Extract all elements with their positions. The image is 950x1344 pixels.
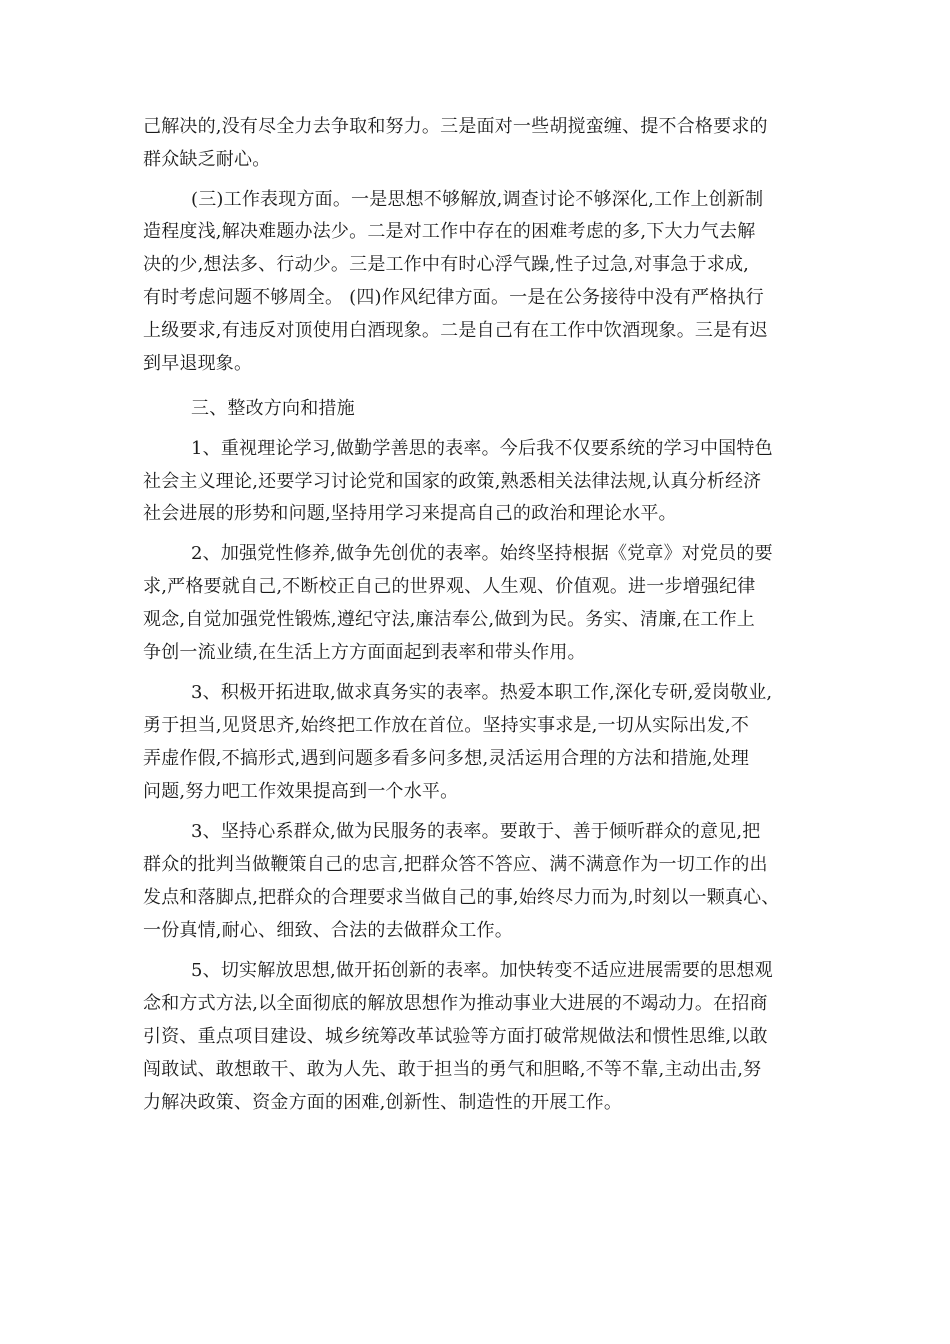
text-line: 社会主义理论,还要学习讨论党和国家的政策,熟悉相关法律法规,认真分析经济 bbox=[143, 471, 762, 492]
text-line: 勇于担当,见贤思齐,始终把工作放在首位。坚持实事求是,一切从实际出发,不 bbox=[143, 715, 750, 736]
text-line: 3、坚持心系群众,做为民服务的表率。要敢于、善于倾听群众的意见,把 bbox=[191, 821, 761, 842]
text-line: 社会进展的形势和问题,坚持用学习来提高自己的政治和理论水平。 bbox=[143, 503, 677, 524]
text-line: 造程度浅,解决难题办法少。二是对工作中存在的困难考虑的多,下大力气去解 bbox=[143, 221, 756, 242]
section-heading: 三、整改方向和措施 bbox=[191, 398, 355, 419]
text-line: 决的少,想法多、行动少。三是工作中有时心浮气躁,性子过急,对事急于求成, bbox=[143, 254, 750, 275]
text-line: 2、加强党性修养,做争先创优的表率。始终坚持根据《党章》对党员的要 bbox=[191, 543, 773, 564]
text-line: 3、积极开拓进取,做求真务实的表率。热爱本职工作,深化专研,爱岗敬业, bbox=[191, 682, 773, 703]
text-line: 一份真情,耐心、细致、合法的去做群众工作。 bbox=[143, 920, 513, 941]
text-line: 1、重视理论学习,做勤学善思的表率。今后我不仅要系统的学习中国特色 bbox=[191, 438, 773, 459]
text-line: 有时考虑问题不够周全。 (四)作风纪律方面。一是在公务接待中没有严格执行 bbox=[143, 287, 764, 308]
text-line: 问题,努力吧工作效果提高到一个水平。 bbox=[143, 781, 459, 802]
text-line: 观念,自觉加强党性锻炼,遵纪守法,廉洁奉公,做到为民。务实、清廉,在工作上 bbox=[143, 609, 756, 630]
text-line: 争创一流业绩,在生活上方方面面起到表率和带头作用。 bbox=[143, 642, 586, 663]
text-line: 念和方式方法,以全面彻底的解放思想作为推动事业大进展的不竭动力。在招商 bbox=[143, 993, 768, 1014]
text-line: 到早退现象。 bbox=[143, 353, 253, 374]
text-line: 5、切实解放思想,做开拓创新的表率。加快转变不适应进展需要的思想观 bbox=[191, 960, 773, 981]
text-line: 力解决政策、资金方面的困难,创新性、制造性的开展工作。 bbox=[143, 1092, 623, 1113]
text-line: 引资、重点项目建设、城乡统筹改革试验等方面打破常规做法和惯性思维,以敢 bbox=[143, 1026, 768, 1047]
text-line: 群众缺乏耐心。 bbox=[143, 149, 271, 170]
text-line: 弄虚作假,不搞形式,遇到问题多看多问多想,灵活运用合理的方法和措施,处理 bbox=[143, 748, 750, 769]
text-line: 闯敢试、敢想敢干、敢为人先、敢于担当的勇气和胆略,不等不靠,主动出击,努 bbox=[143, 1059, 762, 1080]
text-line: 群众的批判当做鞭策自己的忠言,把群众答不答应、满不满意作为一切工作的出 bbox=[143, 854, 768, 875]
text-line: 上级要求,有违反对顶使用白酒现象。二是自己有在工作中饮酒现象。三是有迟 bbox=[143, 320, 768, 341]
text-line: 发点和落脚点,把群众的合理要求当做自己的事,始终尽力而为,时刻以一颗真心、 bbox=[143, 887, 780, 908]
text-line: (三)工作表现方面。一是思想不够解放,调查讨论不够深化,工作上创新制 bbox=[191, 189, 764, 210]
text-line: 己解决的,没有尽全力去争取和努力。三是面对一些胡搅蛮缠、提不合格要求的 bbox=[143, 116, 768, 137]
text-line: 求,严格要就自己,不断校正自己的世界观、人生观、价值观。进一步增强纪律 bbox=[143, 576, 756, 597]
